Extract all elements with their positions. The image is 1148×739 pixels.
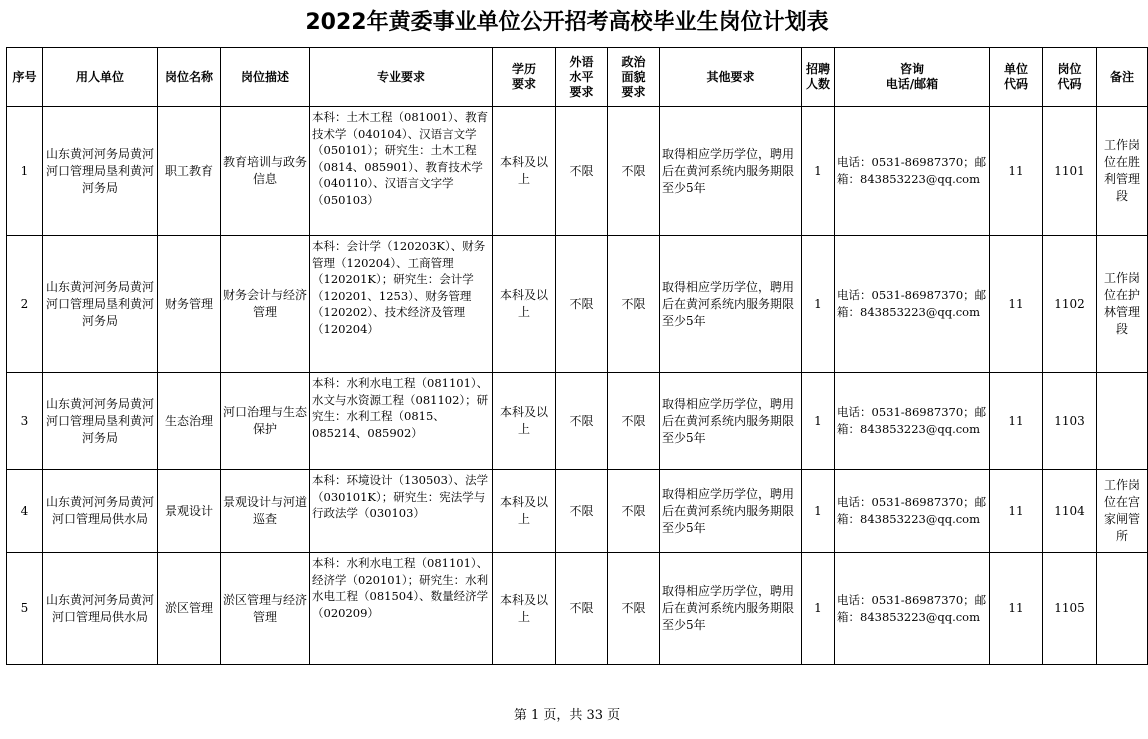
cell-contact: 电话：0531-86987370；邮箱：843853223@qq.com bbox=[835, 553, 990, 665]
cell-education: 本科及以上 bbox=[493, 373, 556, 470]
cell-post-code: 1105 bbox=[1043, 553, 1097, 665]
cell-unit: 山东黄河河务局黄河河口管理局垦利黄河河务局 bbox=[43, 373, 158, 470]
table-row bbox=[7, 470, 1148, 553]
cell-foreign-lang: 不限 bbox=[556, 236, 608, 373]
cell-remark: 工作岗位在胜利管理段 bbox=[1097, 107, 1148, 236]
header-education: 学历 要求 bbox=[493, 48, 556, 107]
cell-remark bbox=[1097, 373, 1148, 470]
cell-other: 取得相应学历学位，聘用后在黄河系统内服务期限至少5年 bbox=[660, 373, 802, 470]
cell-unit: 山东黄河河务局黄河河口管理局垦利黄河河务局 bbox=[43, 107, 158, 236]
cell-contact: 电话：0531-86987370；邮箱：843853223@qq.com bbox=[835, 470, 990, 553]
page-number: 第 1 页，共 33 页 bbox=[513, 708, 621, 723]
cell-seq: 2 bbox=[7, 236, 43, 373]
cell-education: 本科及以上 bbox=[493, 236, 556, 373]
cell-major: 本科：水利水电工程（081101）、水文与水资源工程（081102）；研究生：水利工程（0815、085214、085902） bbox=[310, 373, 493, 470]
cell-political: 不限 bbox=[608, 107, 660, 236]
header-major: 专业要求 bbox=[310, 48, 493, 107]
cell-foreign-lang: 不限 bbox=[556, 470, 608, 553]
cell-post-name: 生态治理 bbox=[158, 373, 221, 470]
cell-seq: 3 bbox=[7, 373, 43, 470]
table-row bbox=[7, 236, 1148, 373]
cell-contact: 电话：0531-86987370；邮箱：843853223@qq.com bbox=[835, 107, 990, 236]
table-row bbox=[7, 553, 1148, 665]
cell-post-desc: 淤区管理与经济管理 bbox=[221, 553, 310, 665]
cell-recruit-count: 1 bbox=[802, 553, 835, 665]
header-post-name: 岗位名称 bbox=[158, 48, 221, 107]
table-row bbox=[7, 373, 1148, 470]
cell-post-code: 1102 bbox=[1043, 236, 1097, 373]
cell-political: 不限 bbox=[608, 470, 660, 553]
cell-post-code: 1104 bbox=[1043, 470, 1097, 553]
cell-post-name: 淤区管理 bbox=[158, 553, 221, 665]
header-post-desc: 岗位描述 bbox=[221, 48, 310, 107]
cell-other: 取得相应学历学位，聘用后在黄河系统内服务期限至少5年 bbox=[660, 107, 802, 236]
cell-contact: 电话：0531-86987370；邮箱：843853223@qq.com bbox=[835, 236, 990, 373]
cell-major: 本科：会计学（120203K）、财务管理（120204）、工商管理（120201K）；研究生：会计学（120201、1253）、财务管理（120202）、技术经济及管理（120204） bbox=[310, 236, 493, 373]
header-remark: 备注 bbox=[1097, 48, 1148, 107]
cell-foreign-lang: 不限 bbox=[556, 373, 608, 470]
cell-post-desc: 河口治理与生态保护 bbox=[221, 373, 310, 470]
cell-other: 取得相应学历学位，聘用后在黄河系统内服务期限至少5年 bbox=[660, 236, 802, 373]
cell-recruit-count: 1 bbox=[802, 470, 835, 553]
cell-seq: 5 bbox=[7, 553, 43, 665]
cell-seq: 4 bbox=[7, 470, 43, 553]
cell-political: 不限 bbox=[608, 553, 660, 665]
cell-unit-code: 11 bbox=[990, 553, 1043, 665]
cell-political: 不限 bbox=[608, 236, 660, 373]
cell-unit: 山东黄河河务局黄河河口管理局垦利黄河河务局 bbox=[43, 236, 158, 373]
cell-education: 本科及以上 bbox=[493, 470, 556, 553]
cell-post-desc: 教育培训与政务信息 bbox=[221, 107, 310, 236]
cell-unit: 山东黄河河务局黄河河口管理局供水局 bbox=[43, 470, 158, 553]
cell-recruit-count: 1 bbox=[802, 373, 835, 470]
cell-unit-code: 11 bbox=[990, 236, 1043, 373]
cell-seq: 1 bbox=[7, 107, 43, 236]
cell-post-name: 财务管理 bbox=[158, 236, 221, 373]
header-unit: 用人单位 bbox=[43, 48, 158, 107]
cell-education: 本科及以上 bbox=[493, 107, 556, 236]
cell-education: 本科及以上 bbox=[493, 553, 556, 665]
header-political: 政治 面貌 要求 bbox=[608, 48, 660, 107]
table-header-row bbox=[7, 48, 1148, 107]
cell-post-name: 景观设计 bbox=[158, 470, 221, 553]
cell-post-desc: 财务会计与经济管理 bbox=[221, 236, 310, 373]
cell-political: 不限 bbox=[608, 373, 660, 470]
cell-unit: 山东黄河河务局黄河河口管理局供水局 bbox=[43, 553, 158, 665]
cell-other: 取得相应学历学位，聘用后在黄河系统内服务期限至少5年 bbox=[660, 470, 802, 553]
header-contact: 咨询 电话/邮箱 bbox=[835, 48, 990, 107]
cell-major: 本科：土木工程（081001）、教育技术学（040104）、汉语言文学（050101）；研究生：土木工程（0814、085901）、教育技术学（040110）、汉语言文字学（050103） bbox=[310, 107, 493, 236]
recruitment-plan-table bbox=[6, 47, 1148, 665]
cell-major: 本科：水利水电工程（081101）、经济学（020101）；研究生：水利水电工程（081504）、数量经济学（020209） bbox=[310, 553, 493, 665]
cell-other: 取得相应学历学位，聘用后在黄河系统内服务期限至少5年 bbox=[660, 553, 802, 665]
cell-unit-code: 11 bbox=[990, 470, 1043, 553]
table-row bbox=[7, 107, 1148, 236]
cell-recruit-count: 1 bbox=[802, 107, 835, 236]
header-foreign-lang: 外语 水平 要求 bbox=[556, 48, 608, 107]
page-title: 2022年黄委事业单位公开招考高校毕业生岗位计划表 bbox=[305, 10, 829, 35]
cell-unit-code: 11 bbox=[990, 373, 1043, 470]
header-seq: 序号 bbox=[7, 48, 43, 107]
header-recruit-count: 招聘 人数 bbox=[802, 48, 835, 107]
cell-remark bbox=[1097, 553, 1148, 665]
header-post-code: 岗位 代码 bbox=[1043, 48, 1097, 107]
header-unit-code: 单位 代码 bbox=[990, 48, 1043, 107]
cell-foreign-lang: 不限 bbox=[556, 107, 608, 236]
cell-post-code: 1101 bbox=[1043, 107, 1097, 236]
cell-recruit-count: 1 bbox=[802, 236, 835, 373]
cell-post-code: 1103 bbox=[1043, 373, 1097, 470]
cell-remark: 工作岗位在护林管理段 bbox=[1097, 236, 1148, 373]
cell-remark: 工作岗位在宫家闸管所 bbox=[1097, 470, 1148, 553]
cell-unit-code: 11 bbox=[990, 107, 1043, 236]
cell-post-name: 职工教育 bbox=[158, 107, 221, 236]
cell-contact: 电话：0531-86987370；邮箱：843853223@qq.com bbox=[835, 373, 990, 470]
header-other: 其他要求 bbox=[660, 48, 802, 107]
cell-major: 本科：环境设计（130503）、法学（030101K）；研究生：宪法学与行政法学（030103） bbox=[310, 470, 493, 553]
cell-post-desc: 景观设计与河道巡查 bbox=[221, 470, 310, 553]
cell-foreign-lang: 不限 bbox=[556, 553, 608, 665]
